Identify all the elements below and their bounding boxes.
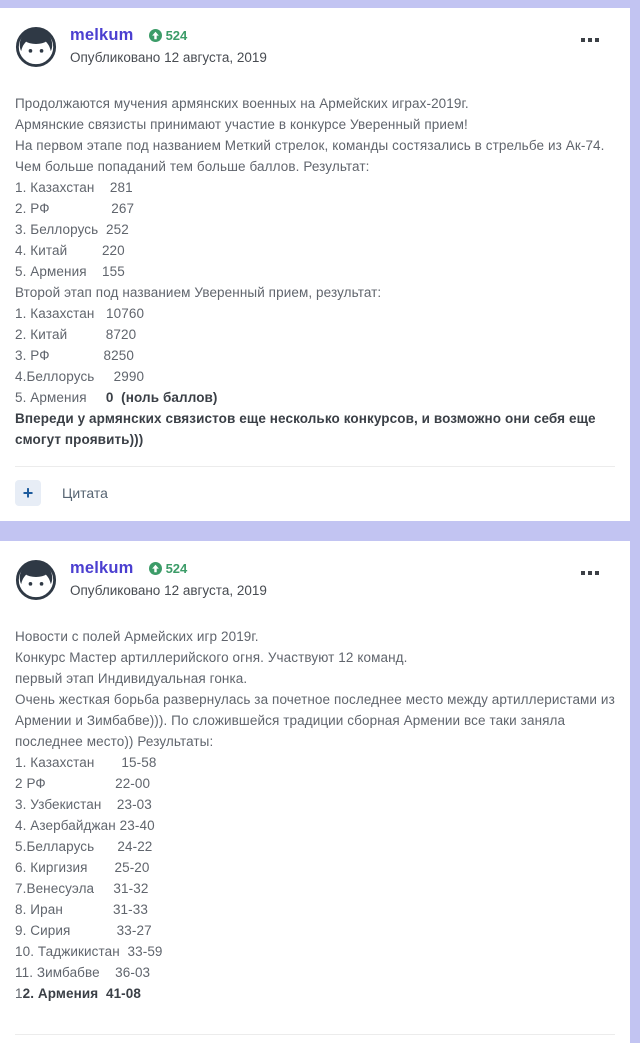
post-paragraph: 4. Азербайджан 23-40 [15,818,155,833]
reputation-up-icon [149,562,162,575]
post-author-block [70,559,267,598]
post-paragraph: 9. Сирия 33-27 [15,923,152,938]
post-paragraph: 1. Казахстан 281 [15,180,133,195]
post-paragraph: 4.Беллорусь 2990 [15,369,145,384]
post-date: Опубликовано 12 августа, 2019 [70,50,267,65]
post-paragraph: 10. Таджикистан 33-59 [15,944,163,959]
post-paragraph: 4. Китай 220 [15,243,125,258]
author-username-link[interactable]: melkum [70,559,134,577]
post-paragraph: 5.Белларусь 24-22 [15,839,153,854]
post-paragraph: 5. Армения 155 [15,264,125,279]
post-paragraph: Армянские связисты принимают участие в конкурсе Уверенный прием! [15,117,468,132]
post-paragraph: 1. Казахстан 10760 [15,306,145,321]
forum-post [0,8,630,521]
post-paragraph: 7.Венесуэла 31-32 [15,881,149,896]
post-paragraph: Конкурс Мастер артиллерийского огня. Участвуют 12 команд. [15,650,408,665]
post-paragraph: 3. Узбекистан 23-03 [15,797,152,812]
post-paragraph: первый этап Индивидуальная гонка. [15,671,248,686]
post-paragraph: 2 РФ 22-00 [15,776,151,791]
post-paragraph: Очень жесткая борьба развернулась за почетное последнее место между артиллеристами из Армении и Зимбабве))). По сложившейся традиции сборная Армении все таки заняла последнее место)) Результаты: [15,692,619,749]
ellipsis-icon [595,571,599,575]
avatar[interactable] [15,559,57,601]
post-paragraph: На первом этапе под названием Меткий стрелок, команды состязались в стрельбе из Ак-74. Чем больше попаданий тем больше баллов. Результат: [15,138,609,174]
post-paragraph: 5. Армения 0 (ноль баллов) [15,390,218,405]
author-username-link[interactable]: melkum [70,26,134,44]
post-options-button[interactable] [577,34,603,46]
reputation-badge[interactable] [149,28,188,43]
ellipsis-icon [595,38,599,42]
quote-button[interactable]: Цитата [62,485,108,501]
post-paragraph: 6. Киргизия 25-20 [15,860,150,875]
post-header [15,26,615,68]
post-paragraph: 2. Китай 8720 [15,327,137,342]
multiquote-button[interactable]: + [15,480,41,506]
post-paragraph: 1. Казахстан 15-58 [15,755,157,770]
ellipsis-icon [588,38,592,42]
ellipsis-icon [581,38,585,42]
reputation-up-icon [149,29,162,42]
post-paragraph: Новости с полей Армейских игр 2019г. [15,629,259,644]
forum-post [0,541,630,1043]
post-paragraph: Второй этап под названием Уверенный прием, результат: [15,285,382,300]
post-paragraph: 8. Иран 31-33 [15,902,148,917]
post-paragraph: Впереди у армянских связистов еще несколько конкурсов, и возможно они себя еще смогут проявить))) [15,411,600,447]
reputation-count: 524 [165,561,188,576]
post-footer [15,467,615,506]
post-paragraph: 3. Беллорусь 252 [15,222,129,237]
ellipsis-icon [581,571,585,575]
post-author-block [70,26,267,65]
post-paragraph: 11. Зимбабве 36-03 [15,965,151,980]
post-body [15,626,619,1004]
avatar[interactable] [15,26,57,68]
divider [15,1034,615,1035]
reputation-badge[interactable] [149,561,188,576]
post-paragraph: 12. Армения 41-08 [15,986,141,1001]
post-paragraph: 3. РФ 8250 [15,348,134,363]
post-paragraph: Продолжаются мучения армянских военных на Армейских играх-2019г. [15,96,469,111]
post-body [15,93,615,450]
post-paragraph: 2. РФ 267 [15,201,135,216]
post-header [15,559,615,601]
reputation-count: 524 [165,28,188,43]
post-options-button[interactable] [577,567,603,579]
ellipsis-icon [588,571,592,575]
post-date: Опубликовано 12 августа, 2019 [70,583,267,598]
